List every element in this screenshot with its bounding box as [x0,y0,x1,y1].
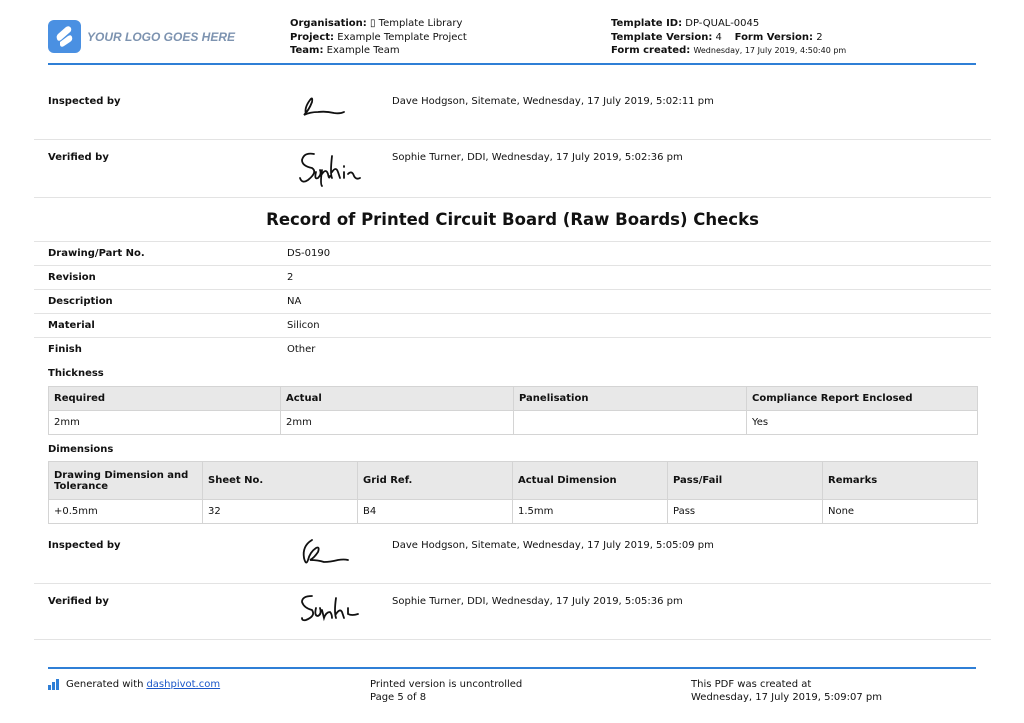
table-cell: 2mm [49,411,281,435]
footer-generated [48,678,220,691]
field-label: Drawing/Part No. [48,248,145,259]
dashpivot-logo-icon [48,679,60,690]
table-cell: None [823,500,978,524]
signoff-label: Inspected by [48,540,121,551]
project-value: Example Template Project [337,31,467,43]
field-label: Finish [48,344,82,355]
column-header: Compliance Report Enclosed [747,387,978,411]
template-id-value: DP-QUAL-0045 [685,18,760,29]
signoff-label: Verified by [48,596,109,607]
template-id-label: Template ID: [611,18,683,29]
table-cell: B4 [358,500,513,524]
column-header: Sheet No. [203,462,358,500]
column-header: Actual Dimension [513,462,668,500]
column-header: Drawing Dimension and Tolerance [49,462,203,500]
field-row-material [34,314,991,338]
signoff-row-inspected-bottom [34,528,991,584]
thickness-section-label: Thickness [48,368,104,379]
field-row-finish [34,338,991,362]
organisation-value: ▯ Template Library [369,18,463,29]
table-row [49,411,978,435]
table-cell: +0.5mm [49,500,203,524]
template-version-value: 4 [715,31,722,43]
field-value: DS-0190 [287,248,331,259]
field-value: Silicon [287,320,320,331]
field-value: NA [287,296,302,307]
signoff-text: Sophie Turner, DDI, Wednesday, 17 July 2019, 5:02:36 pm [392,152,683,163]
field-label: Revision [48,272,96,283]
signoff-row-inspected-top [34,84,991,140]
signature-dave-hodgson [296,532,356,572]
header-divider [48,63,976,65]
dashpivot-link[interactable]: dashpivot.com [146,679,221,690]
form-version-value: 2 [816,31,823,43]
signoff-text: Sophie Turner, DDI, Wednesday, 17 July 2019, 5:05:36 pm [392,596,683,607]
logo-text: YOUR LOGO GOES HERE [87,29,236,44]
form-created-label: Form created: [611,45,691,56]
column-header: Panelisation [514,387,747,411]
column-header: Grid Ref. [358,462,513,500]
field-label: Description [48,296,113,307]
dimensions-section-label: Dimensions [48,444,114,455]
header-project-info [290,17,467,58]
footer-pdf-created [691,678,882,704]
field-label: Material [48,320,95,331]
column-header: Remarks [823,462,978,500]
form-created-value: Wednesday, 17 July 2019, 4:50:40 pm [693,46,847,55]
organisation-label: Organisation: [290,18,367,29]
pdf-created-value: Wednesday, 17 July 2019, 5:09:07 pm [691,692,882,703]
logo-icon [48,20,81,53]
field-row-description [34,290,991,314]
page-number: Page 5 of 8 [370,692,427,703]
signoff-row-verified-bottom [34,584,991,640]
signoff-label: Verified by [48,152,109,163]
footer-divider [48,667,976,669]
team-label: Team: [290,45,324,56]
signature-sophie-turner [296,144,372,188]
signoff-row-verified-top [34,140,991,198]
template-version-label: Template Version: [611,31,713,43]
table-cell: Yes [747,411,978,435]
document-title: Record of Printed Circuit Board (Raw Boards) Checks [34,198,991,242]
thickness-header-row [49,387,978,411]
signoff-label: Inspected by [48,96,121,107]
thickness-table [48,386,978,435]
uncontrolled-notice: Printed version is uncontrolled [370,679,523,690]
form-version-label: Form Version: [734,31,814,43]
page-header [48,14,976,64]
header-template-info [611,17,846,58]
field-value: 2 [287,272,294,283]
column-header: Required [49,387,281,411]
signature-dave-hodgson [296,88,356,124]
table-cell: 2mm [281,411,514,435]
signature-sophie-turner [296,588,366,628]
column-header: Actual [281,387,514,411]
field-row-revision [34,266,991,290]
dimensions-table [48,461,978,524]
table-cell: 32 [203,500,358,524]
table-row [49,500,978,524]
column-header: Pass/Fail [668,462,823,500]
project-label: Project: [290,31,335,43]
field-value: Other [287,344,316,355]
field-row-drawing-part-no [34,242,991,266]
dimensions-header-row [49,462,978,500]
team-value: Example Team [326,45,400,56]
table-cell: 1.5mm [513,500,668,524]
signoff-text: Dave Hodgson, Sitemate, Wednesday, 17 July 2019, 5:05:09 pm [392,540,714,551]
table-cell [514,411,747,435]
generated-prefix: Generated with [66,679,144,690]
pdf-created-label: This PDF was created at [691,679,812,690]
table-cell: Pass [668,500,823,524]
company-logo [48,20,235,53]
signoff-text: Dave Hodgson, Sitemate, Wednesday, 17 July 2019, 5:02:11 pm [392,96,714,107]
footer-page-info [370,678,522,704]
